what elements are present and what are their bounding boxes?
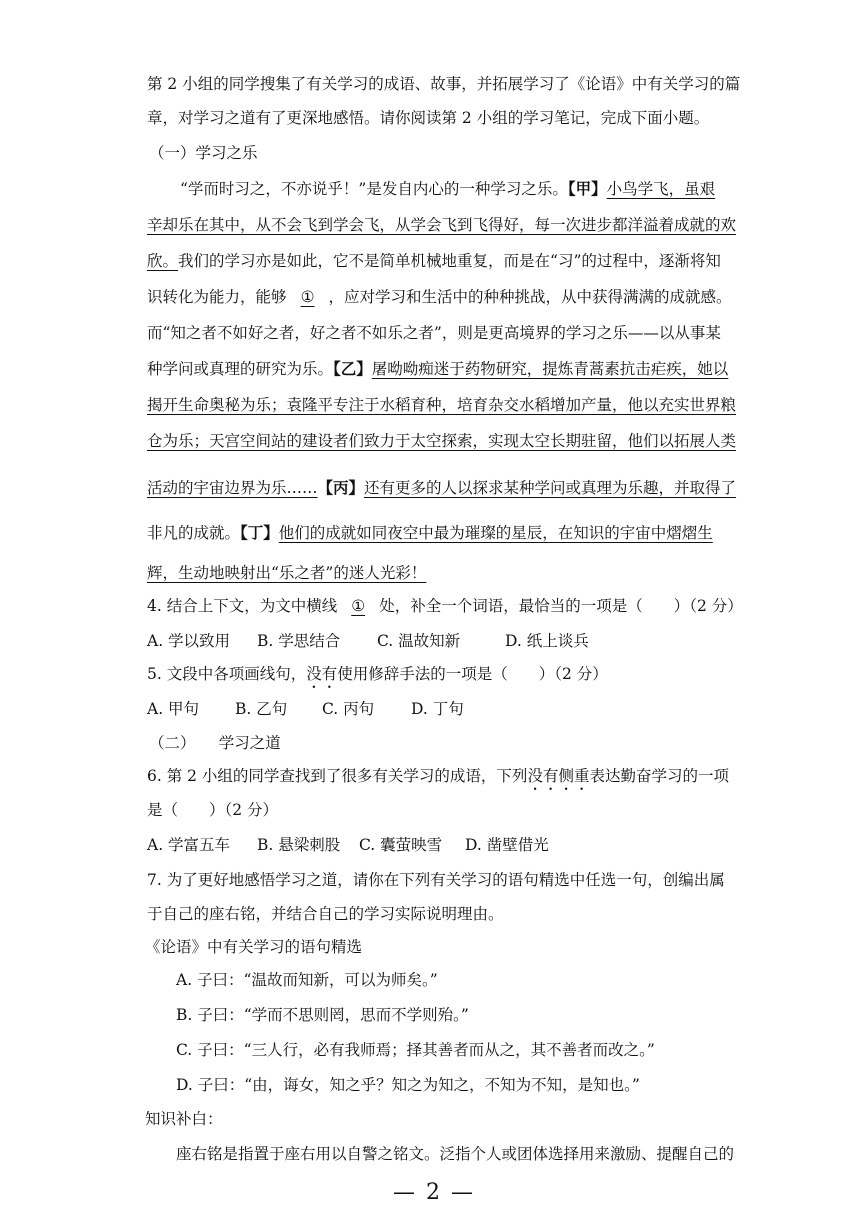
passage-line-7: 揭开生命奥秘为乐；袁隆平专注于水稻育种，培育杂交水稻增加产量，他以充实世界粮 [147,396,737,414]
q7-quote-d: D. 子曰：“由，诲女，知之乎？知之为知之，不知为不知，是知也。” [176,1076,640,1094]
mark-jia: 【甲】 [567,180,607,198]
q4-options [147,630,589,652]
knowledge-text: 座右铭是指置于座右用以自警之铭文。泛指个人或团体选择用来激励、提醒自己的 [176,1145,735,1163]
q4-stem: 4. 结合上下文，为文中横线 ① 处，补全一个词语，最恰当的一项是（ ）（2 分） [147,597,743,615]
q4-option-d[interactable]: D. 纸上谈兵 [505,632,589,650]
q5-option-d[interactable]: D. 丁句 [411,700,464,718]
q4-option-b[interactable]: B. 学思结合 [257,632,341,650]
q4-blank: ① [351,597,366,615]
knowledge-title: 知识补白： [145,1110,223,1128]
q6-stem-line-1: 6. 第 2 小组的同学查找到了很多有关学习的成语，下列没有侧重表达勤奋学习的一项 [147,767,729,785]
mark-ding: 【丁】 [240,524,279,542]
passage-line-1: “学而时习之，不亦说乎！”是发自内心的一种学习之乐。【甲】小鸟学飞，虽艰 [180,180,716,198]
mark-bing: 【丙】 [317,479,365,497]
q7-quote-a: A. 子曰：“温故而知新，可以为师矣。” [176,971,438,989]
q7-selection-title: 《论语》中有关学习的语句精选 [145,938,363,956]
passage-line-8: 仓为乐；天宫空间站的建设者们致力于太空探索，实现太空长期驻留，他们以拓展人类 [147,432,737,450]
q5-option-a[interactable]: A. 甲句 [147,700,200,718]
blank-1: ① [300,288,315,306]
passage-line-3: 欣。我们的学习亦是如此，它不是简单机械地重复，而是在“习”的过程中，逐渐将知 [147,252,721,270]
passage-line-9: 活动的宇宙边界为乐……【丙】还有更多的人以探求某种学问或真理为乐趣，并取得了 [147,479,737,497]
passage-line-5: 而“知之者不如好之者，好之者不如乐之者”，则是更高境界的学习之乐——以从事某 [147,324,721,342]
q6-option-d[interactable]: D. 凿壁借光 [465,836,549,854]
q7-stem-line-2: 于自己的座右铭，并结合自己的学习实际说明理由。 [147,905,504,923]
section-2-title: （二） 学习之道 [149,734,281,752]
q6-stem-line-2: 是（ ）（2 分） [147,801,279,819]
q4-option-a[interactable]: A. 学以致用 [147,632,231,650]
passage-line-4: 识转化为能力，能够 ① ，应对学习和生活中的种种挑战，从中获得满满的成就感。 [147,288,732,306]
intro-line-1: 第 2 小组的同学搜集了有关学习的成语、故事，并拓展学习了《论语》中有关学习的篇 [147,75,741,93]
passage-line-2: 辛却乐在其中，从不会飞到学会飞，从学会飞到飞得好，每一次进步都洋溢着成就的欢 [147,216,737,234]
section-1-title: （一）学习之乐 [149,144,258,162]
q5-stem: 5. 文段中各项画线句，没有使用修辞手法的一项是（ ）（2 分） [147,665,608,683]
passage-line-10: 非凡的成就。【丁】他们的成就如同夜空中最为璀璨的星辰，在知识的宇宙中熠熠生 [147,524,713,542]
q7-quote-c: C. 子曰：“三人行，必有我师焉；择其善者而从之，其不善者而改之。” [176,1041,655,1059]
intro-line-2: 章，对学习之道有了更深地感悟。请你阅读第 2 小组的学习笔记，完成下面小题。 [147,109,710,127]
q7-quote-b: B. 子曰：“学而不思则罔，思而不学则殆。” [176,1006,469,1024]
q5-options [147,698,464,720]
q4-option-c[interactable]: C. 温故知新 [377,632,461,650]
q6-option-c[interactable]: C. 囊萤映雪 [359,836,443,854]
q5-option-b[interactable]: B. 乙句 [235,700,288,718]
passage-line-11: 辉，生动地映射出“乐之者”的迷人光彩！ [147,564,427,582]
q6-options [147,834,549,856]
q6-option-b[interactable]: B. 悬梁刺股 [257,836,341,854]
q7-stem-line-1: 7. 为了更好地感悟学习之道，请你在下列有关学习的语句精选中任选一句，创编出属 [147,871,725,889]
q5-option-c[interactable]: C. 丙句 [322,700,375,718]
q6-option-a[interactable]: A. 学富五车 [147,836,231,854]
mark-yi: 【乙】 [333,360,372,378]
passage-line-6: 种学问或真理的研究为乐。【乙】屠呦呦痴迷于药物研究，提炼青蒿素抗击疟疾，她以 [147,360,729,378]
page-number: — 2 — [393,1180,475,1205]
